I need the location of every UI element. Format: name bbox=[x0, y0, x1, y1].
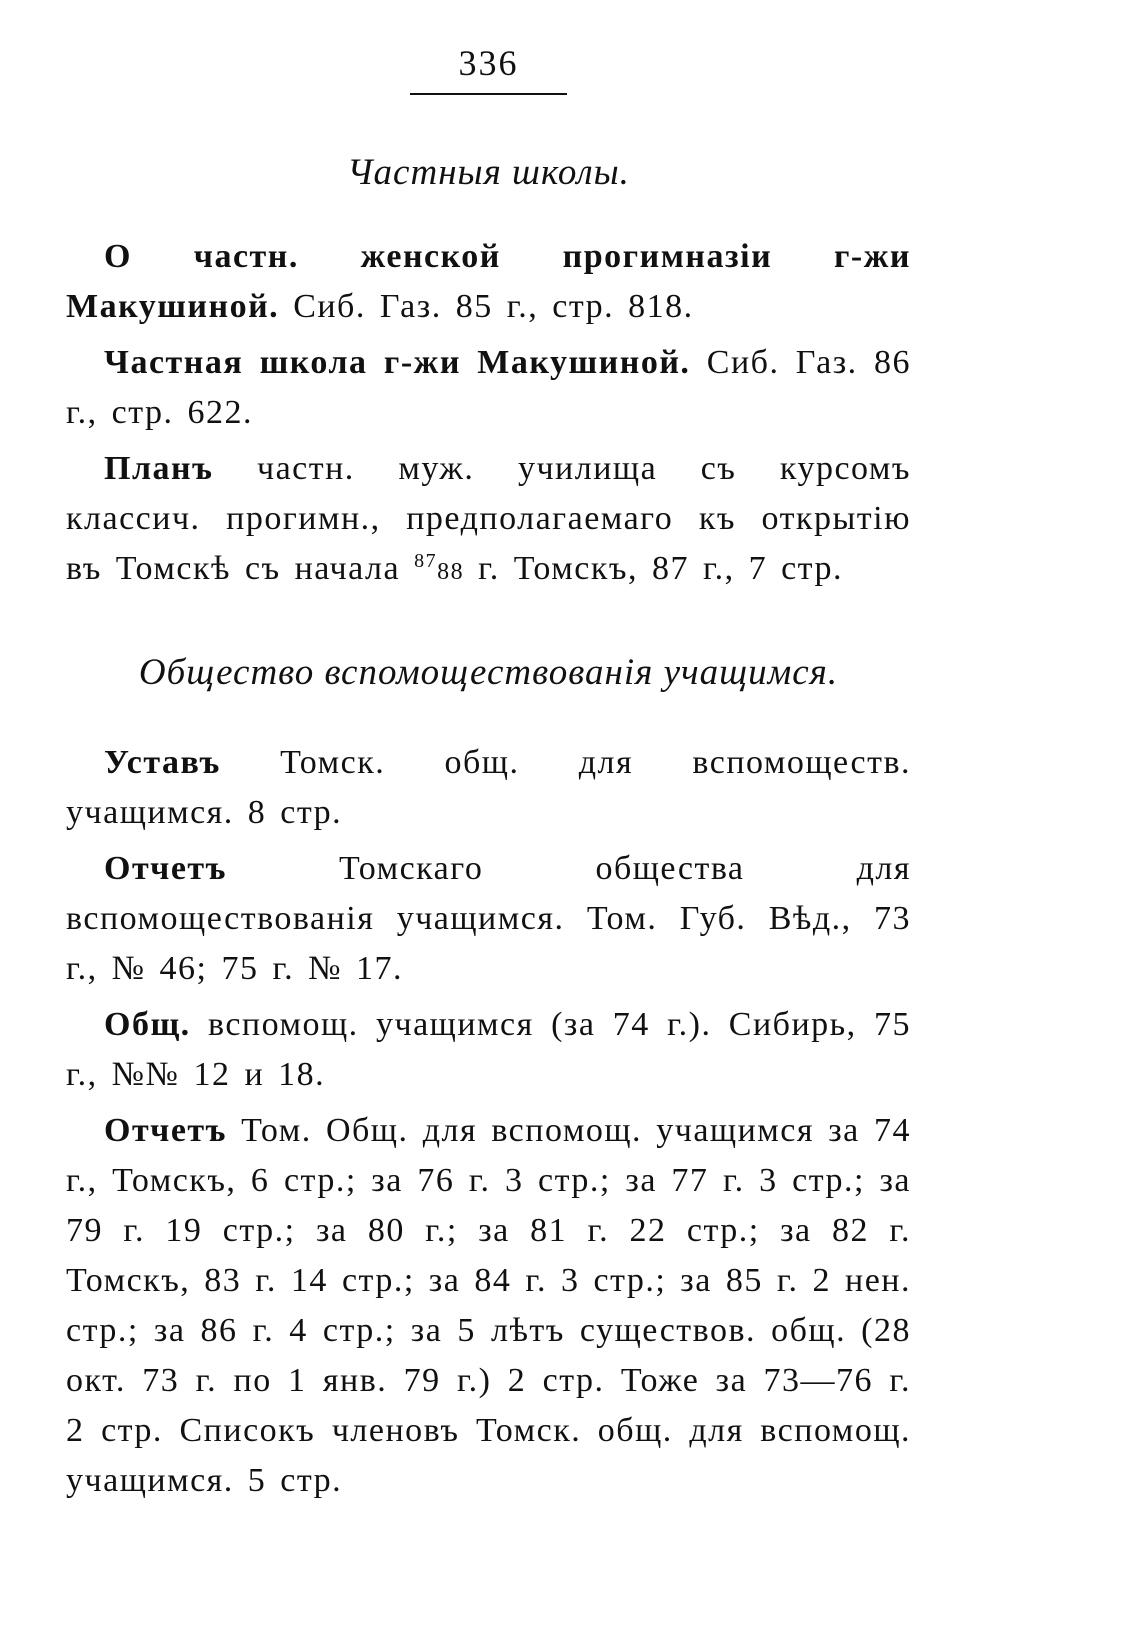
entry-lead: Уставъ bbox=[104, 743, 221, 781]
section-heading-student-aid-society: Общество вспомоществованія учащимся. bbox=[138, 651, 839, 693]
bibliography-entry bbox=[66, 444, 911, 597]
superscript-year: 87 bbox=[414, 549, 438, 572]
entry-lead: Планъ bbox=[104, 449, 214, 487]
small-year: 88 bbox=[437, 558, 465, 585]
bibliography-entry bbox=[66, 844, 911, 994]
entry-lead: Частная школа г-жи Макушиной. bbox=[104, 343, 691, 381]
entry-text: частн. муж. училища съ курсомъ классич. прогимн., предполагаемаго къ открытію въ Томскѣ съ начала bbox=[66, 449, 911, 587]
entry-lead: Отчетъ bbox=[104, 849, 227, 887]
page-number: 336 bbox=[458, 43, 519, 83]
page-number-rule bbox=[410, 93, 567, 95]
entry-text: вспомощ. учащимся (за 74 г.). Сибирь, 75 г., №№ 12 и 18. bbox=[66, 1005, 911, 1093]
bibliography-entry bbox=[66, 232, 911, 332]
bibliography-entry bbox=[66, 338, 911, 438]
entry-text: Том. Общ. для вспомощ. учащимся за 74 г., Томскъ, 6 стр.; за 76 г. 3 стр.; за 77 г. 3 стр.; за 79 г. 19 стр.; за 80 г.; за 81 г. 22 стр.; за 82 г. Томскъ, 83 г. 14 стр.; за 84 г. 3 стр.; за 85 г. 2 нен. стр.; за 86 г. 4 стр.; за 5 лѣтъ существов. общ. (28 окт. 73 г. по 1 янв. 79 г.) 2 стр. Тоже за 73—76 г. 2 стр. Списокъ членовъ Томск. общ. для вспомощ. учащимся. 5 стр. bbox=[66, 1111, 911, 1499]
bibliography-entry bbox=[66, 1106, 911, 1506]
book-page bbox=[66, 40, 911, 1506]
entry-text: Сиб. Газ. 86 г., стр. 622. bbox=[66, 343, 911, 431]
entry-text: Сиб. Газ. 85 г., стр. 818. bbox=[279, 287, 694, 325]
entry-lead: О частн. женской прогимназіи г-жи Макушиной. bbox=[66, 237, 911, 325]
entry-lead: Отчетъ bbox=[104, 1111, 227, 1149]
section-heading-private-schools: Частныя школы. bbox=[347, 151, 630, 193]
entry-text: Томскаго общества для вспомоществованія учащимся. Том. Губ. Вѣд., 73 г., № 46; 75 г. № 17. bbox=[66, 849, 911, 987]
entry-text-tail: г. Томскъ, 87 г., 7 стр. bbox=[464, 549, 843, 587]
bibliography-entry bbox=[66, 738, 911, 838]
entry-lead: Общ. bbox=[104, 1005, 191, 1043]
entry-text: Томск. общ. для вспомоществ. учащимся. 8 стр. bbox=[66, 743, 911, 831]
bibliography-entry bbox=[66, 1000, 911, 1100]
